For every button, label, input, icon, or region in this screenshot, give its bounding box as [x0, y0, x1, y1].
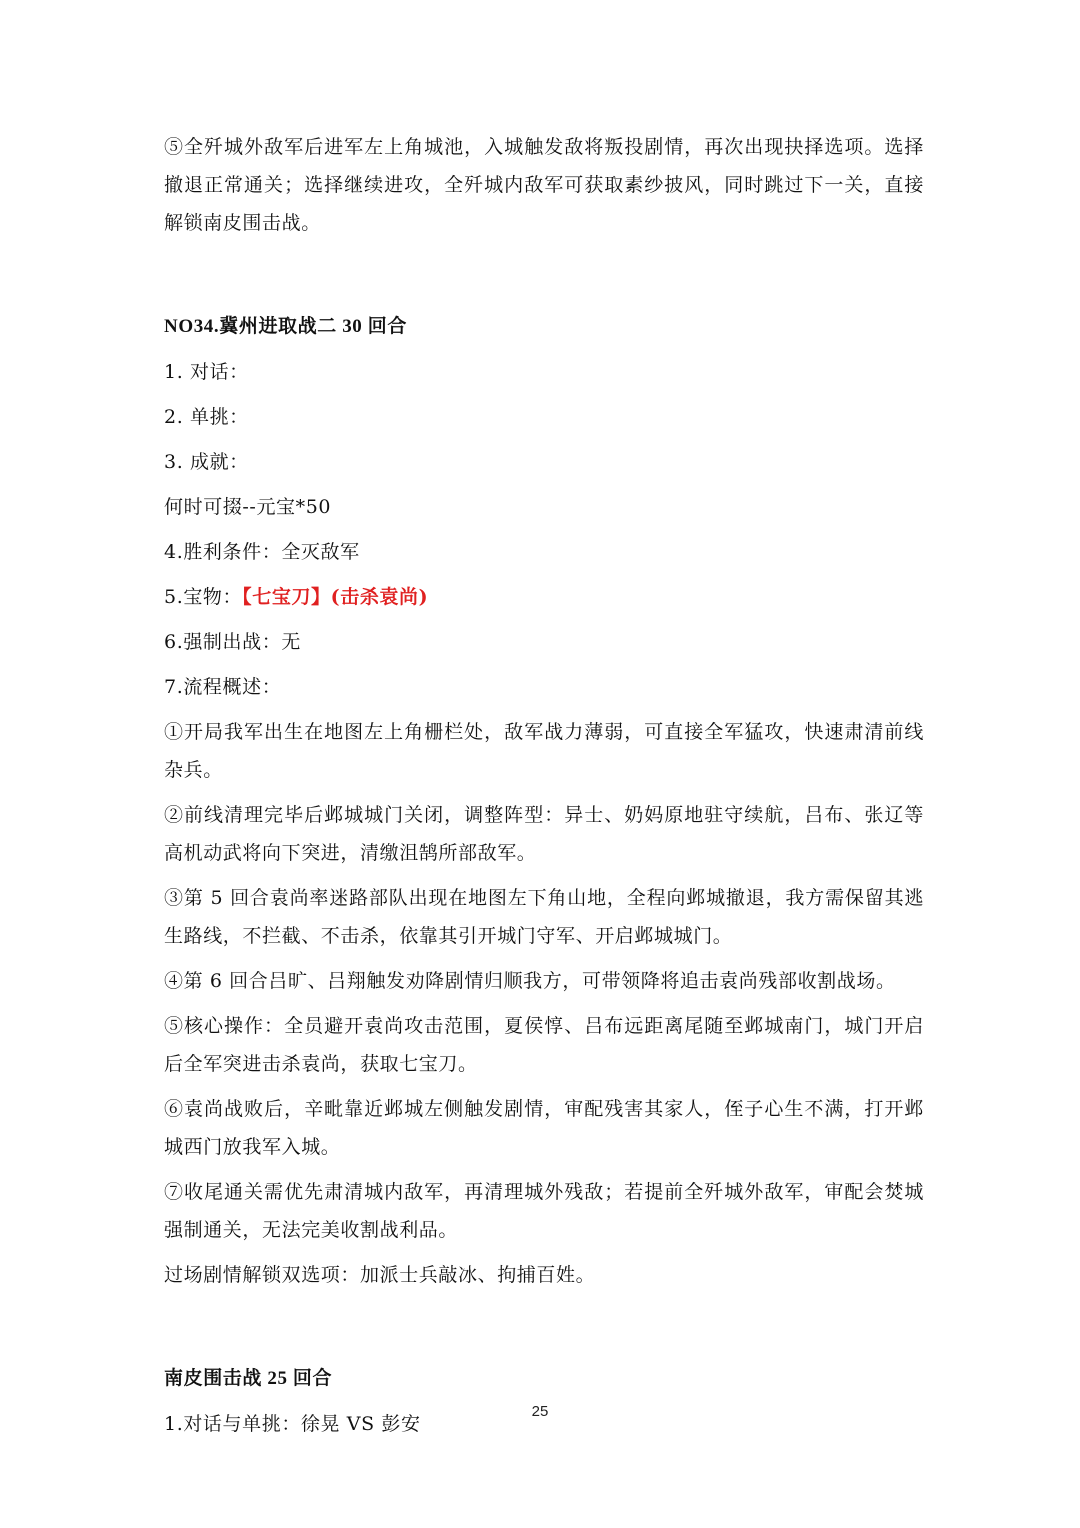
cutscene-note: 过场剧情解锁双选项：加派士兵敲冰、拘捕百姓。	[164, 1264, 596, 1286]
treasure-label: 5.宝物：	[164, 586, 243, 608]
section-title-no34: NO34.冀州进取战二 30 回合	[164, 316, 407, 337]
process-step-5: ⑤核心操作：全员避开袁尚攻击范围，夏侯惇、吕布远距离尾随至邺城南门，城门开启后全军突进击杀袁尚，获取七宝刀。	[164, 1015, 924, 1075]
item-achievement: 3. 成就：	[164, 451, 249, 473]
process-step-3: ③第 5 回合袁尚率迷路部队出现在地图左下角山地，全程向邺城撤退，我方需保留其逃生路线，不拦截、不击杀，依靠其引开城门守军、开启邺城城门。	[164, 887, 924, 947]
process-step-4: ④第 6 回合吕旷、吕翔触发劝降剧情归顺我方，可带领降将追击袁尚残部收割战场。	[164, 970, 896, 992]
item-process-label: 7.流程概述：	[164, 676, 282, 698]
process-step-1: ①开局我军出生在地图左上角栅栏处，敌军战力薄弱，可直接全军猛攻，快速肃清前线杂兵。	[164, 721, 924, 781]
item-dialogue: 1. 对话：	[164, 361, 249, 383]
item-duel: 2. 单挑：	[164, 406, 249, 428]
process-step-6: ⑥袁尚战败后，辛毗靠近邺城左侧触发剧情，审配残害其家人，侄子心生不满，打开邺城西门放我军入城。	[164, 1098, 924, 1158]
achievement-detail: 何时可掇--元宝*50	[164, 496, 332, 518]
page-number: 25	[531, 1403, 549, 1420]
item-dialogue-duel: 1.对话与单挑：徐晃 VS 彭安	[164, 1413, 421, 1435]
process-step-2: ②前线清理完毕后邺城城门关闭，调整阵型：异士、奶妈原地驻守续航，吕布、张辽等高机动武将向下突进，清缴沮鹄所部敌军。	[164, 804, 924, 864]
section-title-nanpi: 南皮围击战 25 回合	[164, 1368, 333, 1389]
document-body	[164, 128, 924, 1443]
item-forced-deploy: 6.强制出战：无	[164, 631, 301, 653]
item-victory-condition: 4.胜利条件：全灭敌军	[164, 541, 360, 563]
process-step-7: ⑦收尾通关需优先肃清城内敌军，再清理城外残敌；若提前全歼城外敌军，审配会焚城强制通关，无法完美收割战利品。	[164, 1181, 924, 1241]
item-treasure	[164, 578, 924, 616]
intro-paragraph: ⑤全歼城外敌军后进军左上角城池，入城触发敌将叛投剧情，再次出现抉择选项。选择撤退正常通关；选择继续进攻，全歼城内敌军可获取素纱披风，同时跳过下一关，直接解锁南皮围击战。	[164, 136, 924, 234]
treasure-value: 【七宝刀】(击杀袁尚)	[242, 586, 429, 608]
